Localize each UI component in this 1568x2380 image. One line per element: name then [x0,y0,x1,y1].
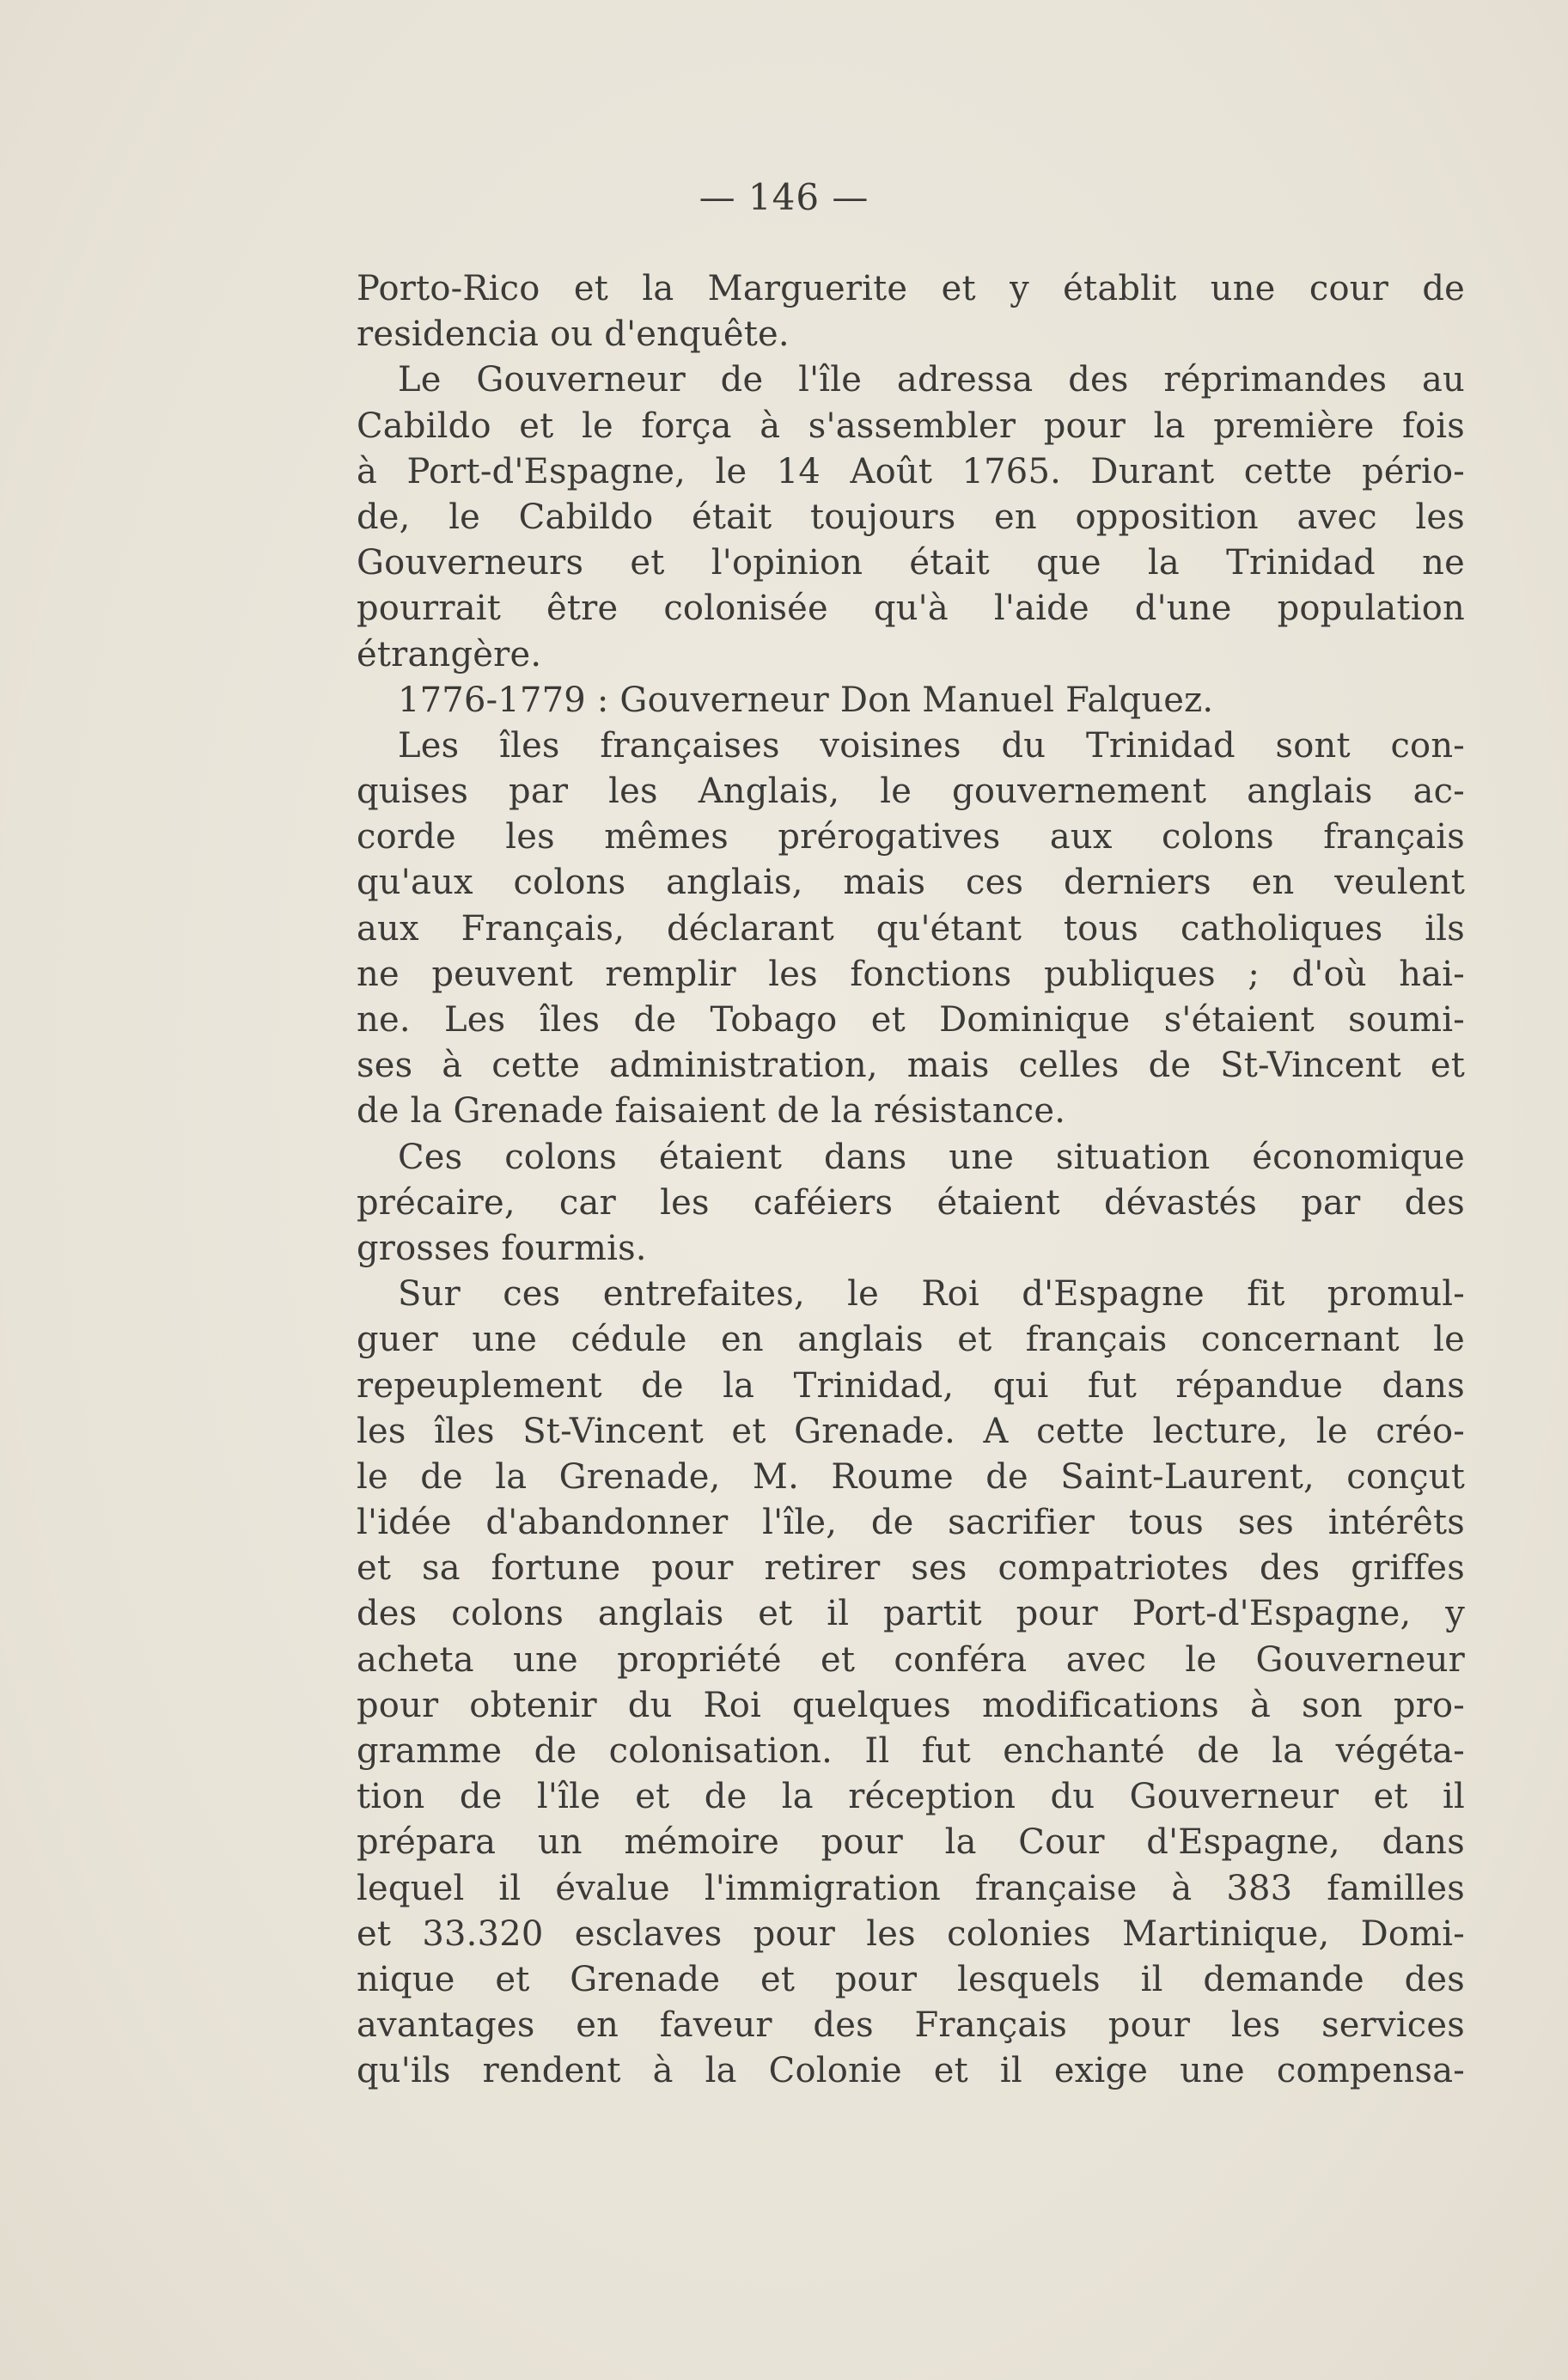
text-line: residencia ou d'enquête. [357,314,790,355]
text-line: et 33.320 esclaves pour les colonies Martinique, Domi- [357,1913,1465,1954]
text-line: qu'aux colons anglais, mais ces derniers en veulent [357,863,1465,903]
text-line: l'idée d'abandonner l'île, de sacrifier tous ses intérêts [357,1503,1465,1543]
text-line: ne peuvent remplir les fonctions publiques ; d'où hai- [357,954,1465,994]
text-line: acheta une propriété et conféra avec le Gouverneur [357,1639,1465,1680]
text-line: de la Grenade faisaient de la résistance. [357,1091,1066,1132]
text-line: précaire, car les caféiers étaient dévastés par des [357,1182,1465,1223]
text-line: nique et Grenade et pour lesquels il demande des [357,1959,1465,1999]
text-line: prépara un mémoire pour la Cour d'Espagne, dans [357,1822,1465,1863]
text-line: de, le Cabildo était toujours en opposition avec les [357,497,1465,537]
text-line: Sur ces entrefaites, le Roi d'Espagne fit promul- [398,1274,1465,1315]
text-line: ne. Les îles de Tobago et Dominique s'étaient soumi- [357,1000,1465,1040]
text-line: Porto-Rico et la Marguerite et y établit une cour de [357,269,1465,308]
text-line: le de la Grenade, M. Roume de Saint-Laurent, conçut [357,1456,1465,1497]
text-line: Ces colons étaient dans une situation économique [398,1137,1465,1177]
text-line: étrangère. [357,634,542,674]
text-line: aux Français, déclarant qu'étant tous catholiques ils [357,908,1465,949]
text-line: gramme de colonisation. Il fut enchanté de la végéta- [357,1731,1465,1771]
text-line: des colons anglais et il partit pour Port-d'Espagne, y [357,1594,1465,1634]
text-line: pour obtenir du Roi quelques modifications à son pro- [357,1685,1465,1725]
text-line: quises par les Anglais, le gouvernement anglais ac- [357,772,1465,812]
text-line: corde les mêmes prérogatives aux colons français [357,817,1465,857]
text-line: grosses fourmis. [357,1228,647,1268]
text-line: et sa fortune pour retirer ses compatriotes des griffes [357,1548,1465,1589]
text-line: ses à cette administration, mais celles de St-Vincent et [357,1046,1465,1086]
text-line: tion de l'île et de la réception du Gouverneur et il [357,1777,1465,1817]
text-line: Les îles françaises voisines du Trinidad sont con- [398,725,1465,766]
text-line: qu'ils rendent à la Colonie et il exige une compensa- [357,2051,1465,2091]
text-line: Gouverneurs et l'opinion était que la Trinidad ne [357,543,1465,583]
text-line: Le Gouverneur de l'île adressa des réprimandes au [398,360,1465,400]
text-line: pourrait être colonisée qu'à l'aide d'une population [357,589,1465,629]
text-line: Cabildo et le força à s'assembler pour la première fois [357,406,1465,446]
text-line: repeuplement de la Trinidad, qui fut répandue dans [357,1365,1465,1406]
text-line: 1776-1779 : Gouverneur Don Manuel Falquez. [398,680,1214,720]
text-line: les îles St-Vincent et Grenade. A cette lecture, le créo- [357,1411,1465,1451]
body-text [357,266,1465,2095]
text-line: guer une cédule en anglais et français concernant le [357,1320,1465,1360]
text-line: avantages en faveur des Français pour les services [357,2005,1465,2046]
text-line: à Port-d'Espagne, le 14 Août 1765. Durant cette pério- [357,451,1465,491]
page-number: — 146 — [699,176,869,218]
text-line: lequel il évalue l'immigration française à 383 familles [357,1868,1465,1908]
